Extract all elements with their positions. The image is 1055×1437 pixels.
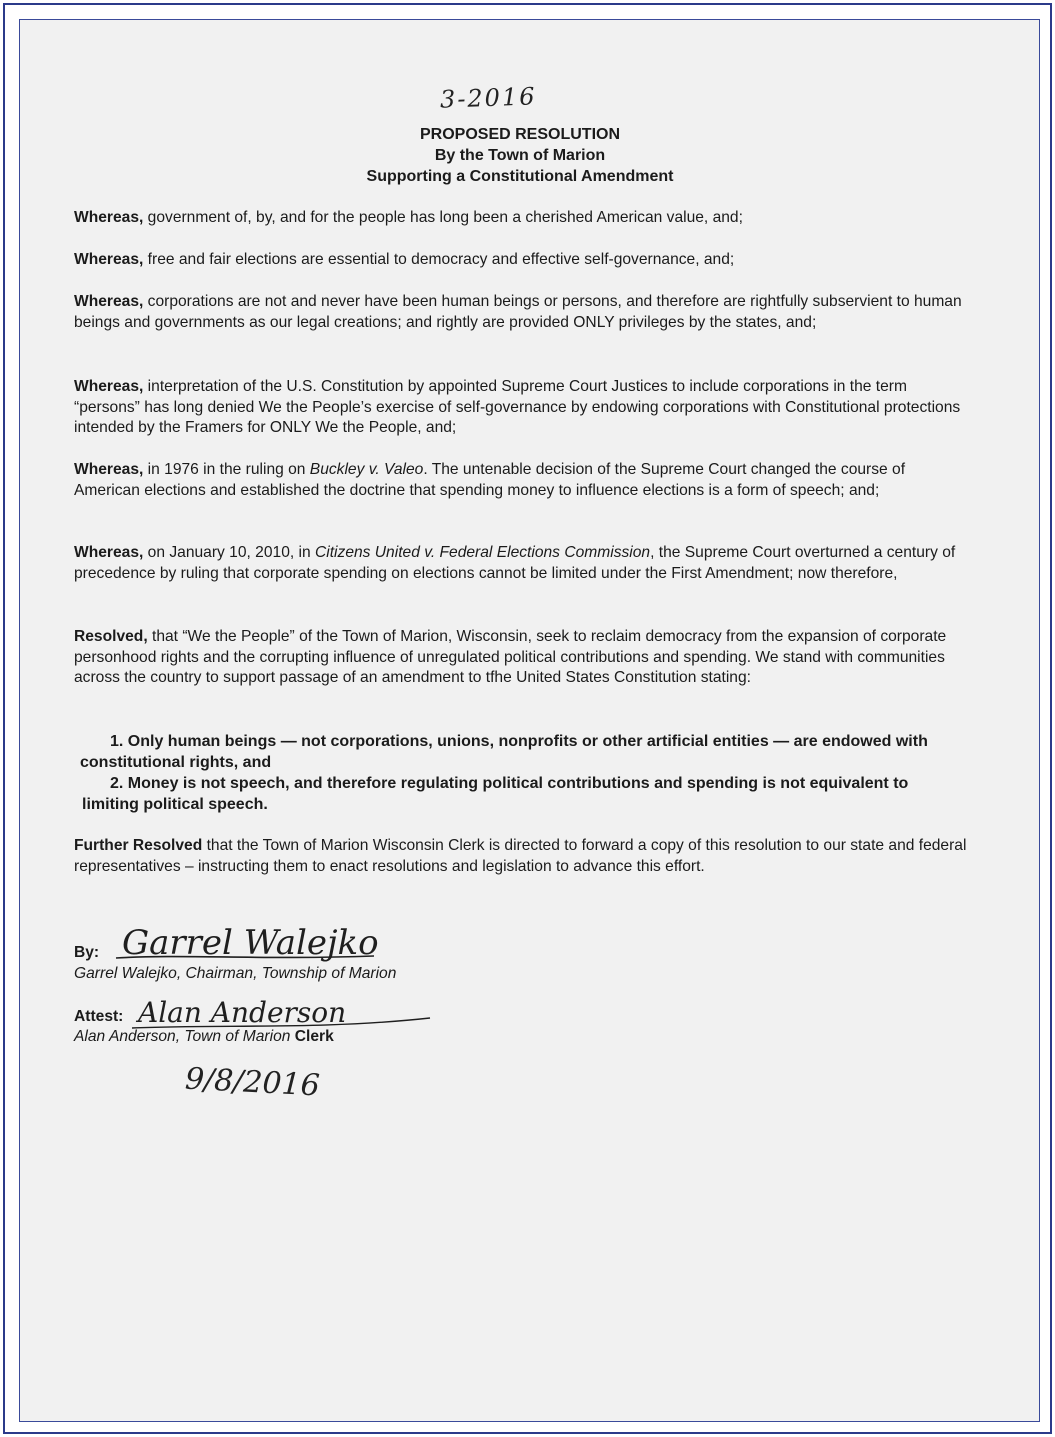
paragraph-text: . The untenable decision of the Supreme Court changed the course of American elections and established the doctrine that spending money to influence elections is a form of speech; and; [74,461,906,499]
chairman-signature [112,910,382,968]
outer-frame [3,3,1052,1434]
paragraph-lead: Whereas, [74,544,144,561]
whereas-buckley-paragraph [74,460,974,501]
clerk-title: Clerk [294,1028,334,1045]
title-line: PROPOSED RESOLUTION [419,126,621,143]
attest-label: Attest: [74,1008,124,1025]
clerk-signature-lettering: Alan Anderson [138,996,347,1029]
paragraph-text: government of, by, and for the people has long been a cherished American value, and; [143,209,743,226]
paragraph-lead: Whereas, [74,293,144,310]
paragraph-text: that the Town of Marion Wisconsin Clerk is directed to forward a copy of this resolution to our state and federal representatives – instructing them to enact resolutions and legislation to advance this effort. [74,837,967,875]
clerk-name: Alan Anderson, Town of Marion [74,1028,291,1045]
whereas-paragraph [74,377,974,439]
paragraph-lead: Whereas, [74,209,144,226]
paragraph-lead: Further Resolved [74,837,203,854]
title-block [20,124,1020,187]
paragraph-text: on January 10, 2010, in [143,544,315,561]
subtitle-line: By the Town of Marion [434,147,606,164]
chairman-name: Garrel Walejko, Chairman, Township of Marion [74,965,397,982]
paragraph-text: that “We the People” of the Town of Marion, Wisconsin, seek to reclaim democracy from the expansion of corporate personhood rights and the corrupting influence of unregulated political contributions and spending. We stand with communities across the country to support passage of an amendment to tfhe United States Constitution stating: [74,628,947,686]
paragraph-text: , the Supreme Court overturned a century of precedence by ruling that corporate spending on elections cannot be limited under the First Amendment; now therefore, [74,544,956,582]
case-name: Citizens United v. Federal Elections Commission [315,544,651,561]
document-frame [19,19,1040,1422]
whereas-paragraph [74,292,974,333]
chairman-signature-lettering: Garrel Walejko [122,923,379,963]
whereas-paragraph [74,250,974,271]
amendment-clause: 2. Money is not speech, and therefore regulating political contributions and spending is not equivalent to limiting political speech. [82,775,909,813]
by-line [74,944,99,962]
paragraph-text: in 1976 in the ruling on [143,461,310,478]
paragraph-lead: Whereas, [74,461,144,478]
whereas-paragraph [74,208,974,229]
by-label: By: [74,944,100,961]
subtitle-line: Supporting a Constitutional Amendment [366,168,674,185]
paragraph-text: corporations are not and never have been human beings or persons, and therefore are rightfully subservient to human beings and governments as our legal creations; and rightly are provided ONLY privileges by the states, and; [74,293,962,331]
handwritten-date: 9/8/2016 [184,1061,321,1104]
further-resolved-paragraph [74,836,974,877]
attest-line [74,1008,123,1026]
clerk-name-line [74,1028,334,1046]
whereas-citizens-paragraph [74,543,974,584]
paragraph-lead: Whereas, [74,251,144,268]
paragraph-lead: Resolved, [74,628,148,645]
paragraph-lead: Whereas, [74,378,144,395]
paragraph-text: free and fair elections are essential to democracy and effective self-governance, and; [143,251,735,268]
handwritten-document-number: 3-2016 [439,82,537,114]
amendment-clause: 1. Only human beings — not corporations, unions, nonprofits or other artificial entities — are endowed with constitutional rights, and [80,733,928,771]
document-page [20,20,1039,1421]
paragraph-text: interpretation of the U.S. Constitution by appointed Supreme Court Justices to include corporations in the term “persons” has long denied We the People’s exercise of self-governance by endowing corporations with Constitutional protections intended by the Framers for ONLY We the People, and; [74,378,961,436]
resolved-paragraph [74,627,974,689]
case-name: Buckley v. Valeo [309,461,424,478]
